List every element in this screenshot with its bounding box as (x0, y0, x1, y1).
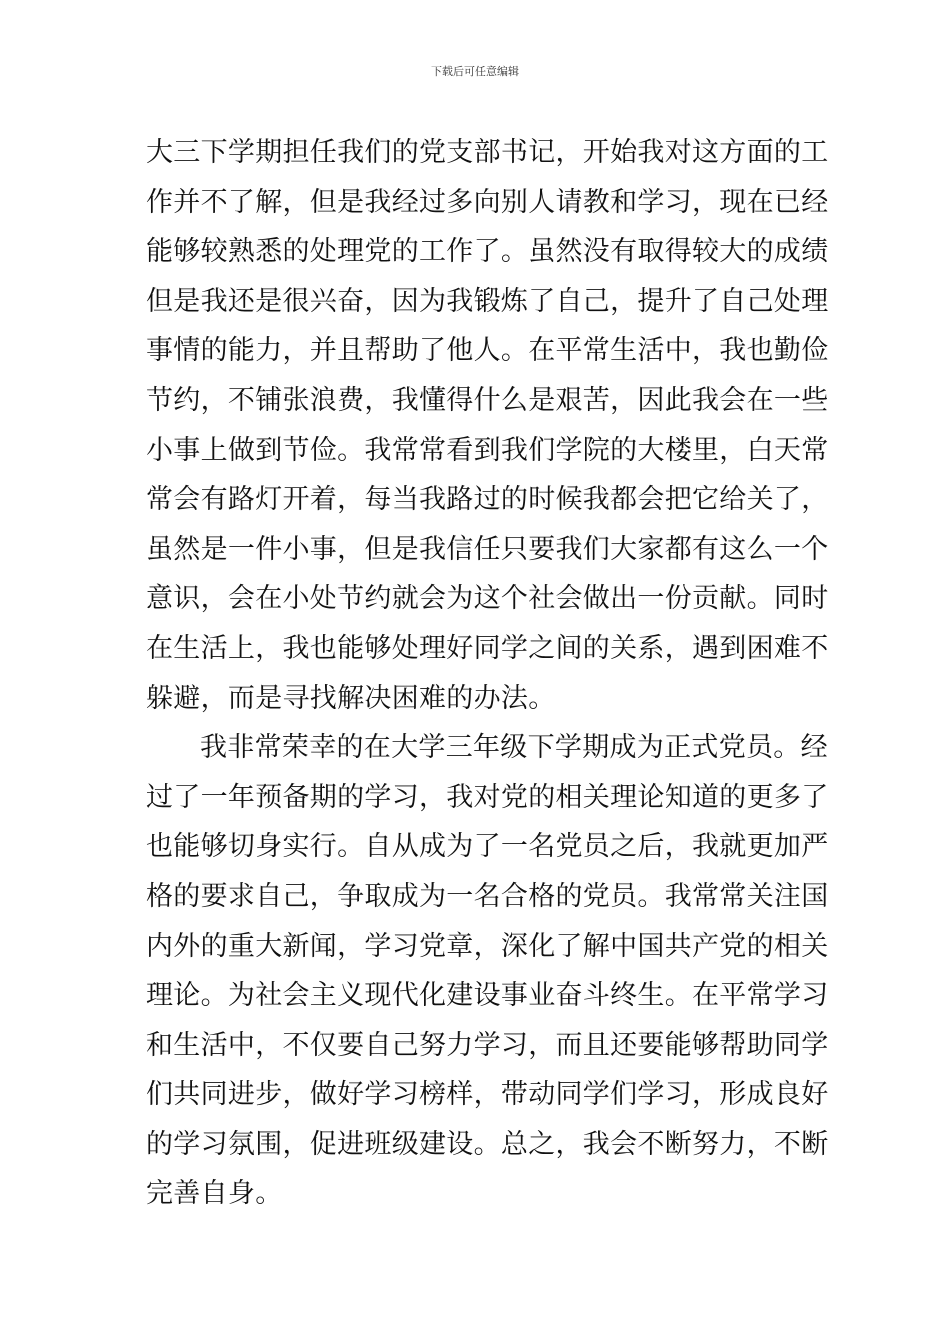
text-line: 躲避，而是寻找解决困难的办法。 (146, 682, 556, 714)
text-line: 节约，不铺张浪费，我懂得什么是艰苦，因此我会在一些 (146, 384, 829, 416)
text-line: 在生活上，我也能够处理好同学之间的关系，遇到困难不 (146, 632, 829, 664)
text-line: 过了一年预备期的学习，我对党的相关理论知道的更多了 (146, 781, 829, 813)
text-line: 常会有路灯开着，每当我路过的时候我都会把它给关了， (146, 484, 829, 516)
paragraph-1 (146, 128, 829, 723)
text-line: 虽然是一件小事，但是我信任只要我们大家都有这么一个 (146, 533, 829, 565)
text-line: 小事上做到节俭。我常常看到我们学院的大楼里，白天常 (146, 434, 829, 466)
paragraph-2 (146, 723, 829, 1219)
text-line: 我非常荣幸的在大学三年级下学期成为正式党员。经 (200, 732, 828, 764)
text-line: 完善自身。 (146, 1178, 283, 1210)
page-header: 下载后可任意编辑 (431, 65, 519, 78)
text-line: 理论。为社会主义现代化建设事业奋斗终生。在平常学习 (146, 980, 829, 1012)
text-line: 但是我还是很兴奋，因为我锻炼了自己，提升了自己处理 (146, 285, 829, 317)
text-line: 和生活中，不仅要自己努力学习，而且还要能够帮助同学 (146, 1029, 829, 1061)
text-line: 也能够切身实行。自从成为了一名党员之后，我就更加严 (146, 831, 829, 863)
text-line: 们共同进步，做好学习榜样，带动同学们学习，形成良好 (146, 1079, 829, 1111)
text-line: 能够较熟悉的处理党的工作了。虽然没有取得较大的成绩 (146, 236, 829, 268)
text-line: 格的要求自己，争取成为一名合格的党员。我常常关注国 (146, 880, 829, 912)
text-line: 意识，会在小处节约就会为这个社会做出一份贡献。同时 (146, 583, 829, 615)
document-body (146, 128, 829, 1219)
text-line: 的学习氛围，促进班级建设。总之，我会不断努力，不断 (146, 1128, 829, 1160)
text-line: 事情的能力，并且帮助了他人。在平常生活中，我也勤俭 (146, 335, 829, 367)
text-line: 内外的重大新闻，学习党章，深化了解中国共产党的相关 (146, 930, 829, 962)
text-line: 大三下学期担任我们的党支部书记，开始我对这方面的工 (146, 137, 829, 168)
text-line: 作并不了解，但是我经过多向别人请教和学习，现在已经 (146, 186, 829, 218)
